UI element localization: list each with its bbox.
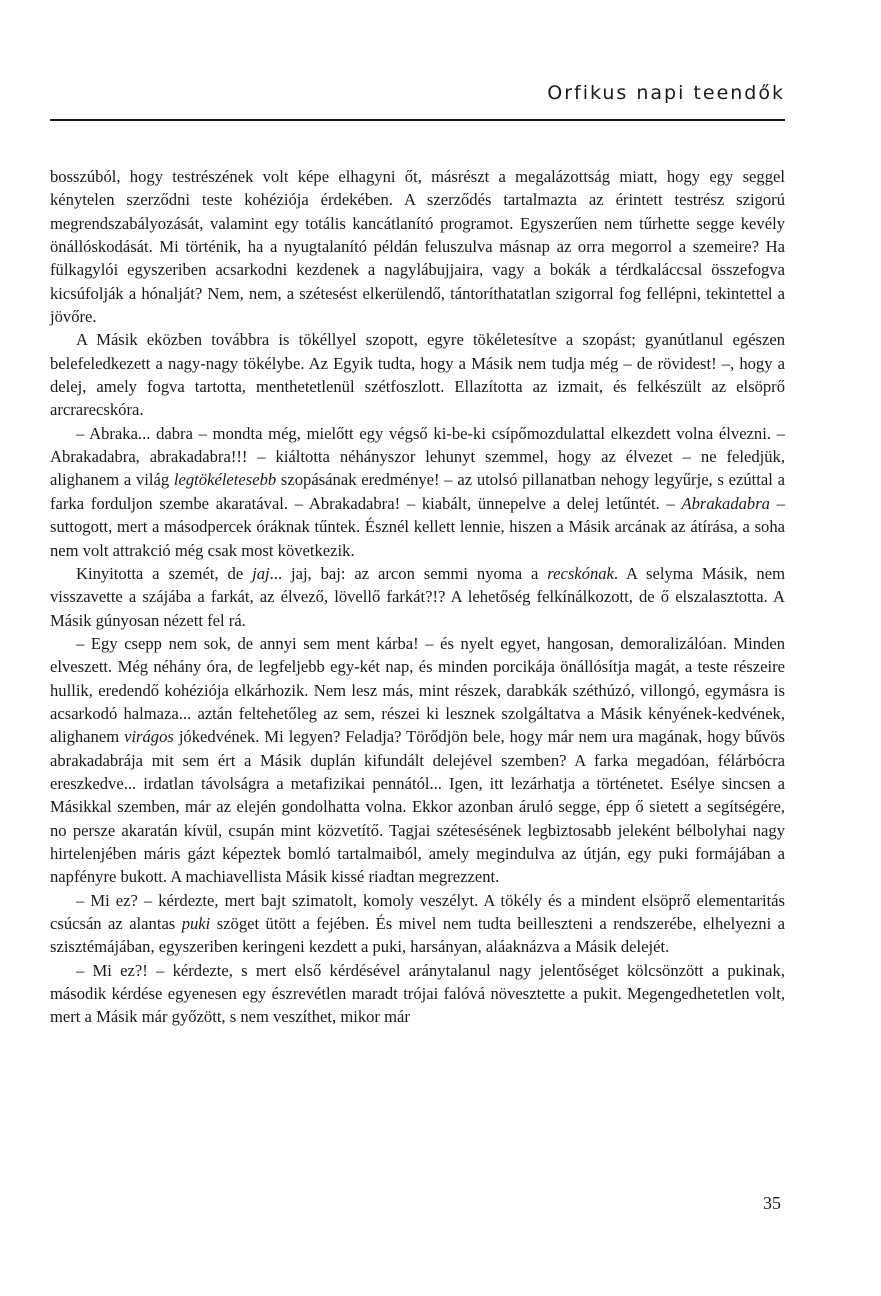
paragraph — [50, 632, 785, 889]
text-run: Kinyitotta a szemét, de — [76, 563, 253, 583]
text-run: szopásának eredménye! – az utolsó pillanatban nehogy legyűrje, s ezúttal a farka forduljon szembe akaratával. – Abrakadabra! – kiabált, ünnepelve a delej letűntét. – — [50, 470, 785, 513]
text-run: – suttogott, mert a másodpercek óráknak tűntek. Észnél kellett lennie, hiszen a Másik arcának az átírása, a soha nem volt attrakció még csak most következik. — [50, 493, 785, 560]
text-run: bosszúból, hogy testrészének volt képe elhagyni őt, másrészt a megalázottság miatt, hogy egy seggel kénytelen szerződni teste kohéziója érdekében. A szerződés tartalmazta az érintett testrész szigorú megrendszabályozását, valamint egy totális kancátlanító programot. Egyszerűen nem tűrhette segge kevély önállóskodását. Mi történik, ha a nyugtalanító példán feluszulva másnap az orra megorrol a szemeire? Ha fülkagylói egyszeriben acsarkodni kezdenek a nagylábujjaira, vagy a bokák a térdkaláccsal összefogva kicsúfolják a hónalját? Nem, nem, a szétesést elkerülendő, tántoríthatatlan szigorral fog fellépni, tekintettel a jövőre. — [50, 167, 785, 327]
text-run: – Mi ez?! – kérdezte, s mert első kérdésével aránytalanul nagy jelentőséget kölcsönzött a pukinak, második kérdése egyenesen egy észrevétlen maradt trójai falóvá növesztette a pukit. Megengedhetetlen volt, mert a Másik már győzött, s nem veszíthet, mikor már — [50, 960, 785, 1027]
italic-run: virágos — [124, 727, 174, 747]
italic-run: puki — [181, 914, 211, 933]
paragraph — [50, 165, 785, 328]
page-number: 35 — [763, 1193, 781, 1213]
text-run: szöget ütött a fejében. És mivel nem tudta beilleszteni a rendszerébe, elhelyezni a szisztémájában, egyszeriben keringeni kezdett a puki, harsányan, aláaknázva a Másik delejét. — [50, 914, 785, 957]
paragraph — [50, 422, 785, 562]
paragraph — [50, 562, 785, 632]
italic-run: legtökéletesebb — [173, 470, 277, 490]
text-run: – Egy csepp nem sok, de annyi sem ment kárba! – és nyelt egyet, hangosan, demoralizálóan. Minden elveszett. Még néhány óra, de legfeljebb egy-két nap, és minden porcikája önállósítja magát, a teste részeire hullik, eredendő kohéziója elkárhozik. Nem lesz más, mint részek, darabkák széthúzó, villongó, egymásra is acsarkodó halmaza... aztán feltehetőleg az sem, részei ki lesznek szolgáltatva a Másik kényének-kedvének, alighanem — [50, 633, 785, 747]
text-run: . A selyma Másik, nem visszavette a szájába a farkát, az élvező, lövellő farkát?!? A lehetőség felkínálkozott, de ő elszalasztotta. A Másik gúnyosan nézett fel rá. — [50, 563, 785, 630]
text-run: jókedvének. Mi legyen? Feladja? Törődjön bele, hogy már nem ura magának, hogy bűvös abrakadabrája mit sem ért a Másik duplán kifundált delejével szemben? A farka megadóan, félárbócra ereszkedve... irdatlan távolságra a metafizikai pennától... Igen, itt lezárhatja a történetet. Esélye sincsen a Másikkal szemben, már az elején gondolhatta volna. Ekkor azonban áruló segge, épp ő sietett a segítségére, no persze akaratán kívül, csupán mint közvetítő. Tagjai szétesésének legbiztosabb jeleként bélbolyhai nagy hirtelenjében máris gázt képeztek bomló tartalmaiból, amely megindulva az útján, egy puki formájában a napfényre bukott. A machiavellista Másik kissé riadtan megrezzent. — [50, 727, 785, 887]
paragraph — [50, 959, 785, 1029]
italic-run: Abrakadabra — [681, 493, 770, 513]
text-run: – Mi ez? – kérdezte, mert bajt szimatolt, komoly veszélyt. A tökély és a mindent elsöprő elementaritás csúcsán az alantas — [50, 890, 785, 933]
italic-run: jaj — [252, 563, 270, 583]
italic-run: recskónak — [547, 563, 614, 583]
header-rule — [50, 119, 785, 121]
text-run: A Másik eközben továbbra is tökéllyel szopott, egyre tökéletesítve a szopást; gyanútlanul egészen belefeledkezett a nagy-nagy tökélybe. Az Egyik tudta, hogy a Másik nem tudja még – de rövidest! –, hogy a delej, amely fogva tartotta, menthetetlenül szétfoszlott. Ellazította az izmait, és felkészült az elsöprő arcrarecskóra. — [50, 330, 785, 420]
running-head: Orfikus napi teendők — [547, 82, 785, 104]
paragraph — [50, 328, 785, 421]
text-run: – Abraka... dabra – mondta még, mielőtt egy végső ki-be-ki csípőmozdulattal elkezdett volna élvezni. – Abrakadabra, abrakadabra!!! – kiáltotta néhányszor lehunyt szemmel, hogy az élvezet – ne feledjük, alighanem a világ — [50, 423, 785, 490]
text-run: ... jaj, baj: az arcon semmi nyoma a — [269, 563, 548, 583]
body-text — [50, 165, 785, 1029]
paragraph — [50, 889, 785, 959]
